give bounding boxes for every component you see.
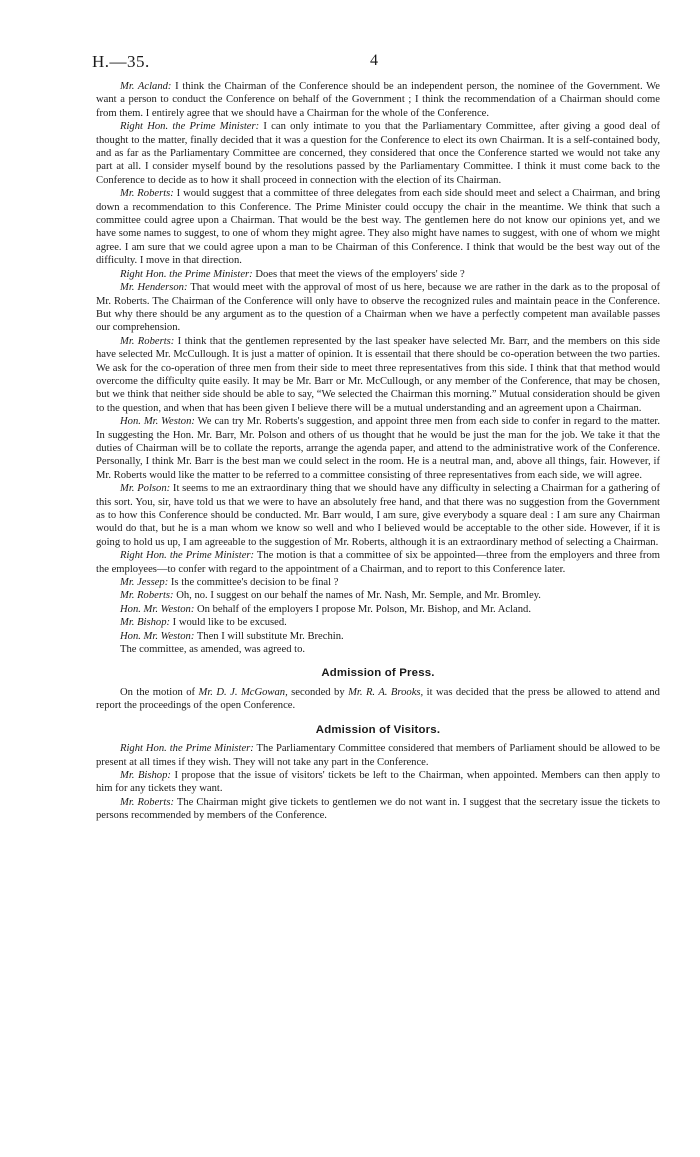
speech-text: The Parliamentary Committee considered that members of Parliament should be allowed to be present at all times if they wish. They will not take any part in the Conference. (96, 743, 660, 768)
speech-text: On behalf of the employers I propose Mr. Polson, Mr. Bishop, and Mr. Acland. (194, 603, 531, 615)
speaker-name: Mr. Roberts: (120, 590, 174, 602)
speech-text: I think the Chairman of the Conference should be an independent person, the nominee of the Government. We want a person to conduct the Conference on behalf of the Government ; I think the recommendation of a Chairman should come from them. I entirely agree that we should have a Chairman for the whole of the Conference. (96, 81, 660, 119)
speaker-name: Right Hon. the Prime Minister: (120, 550, 255, 562)
motion-text: seconded by (287, 686, 349, 698)
speaker-name: Mr. Roberts: (120, 188, 174, 200)
paragraph (96, 335, 660, 415)
speech-text: I think that the gentlemen represented by the last speaker have selected Mr. Barr, and the members on this side have selected Mr. McCullough. It is just a matter of opinion. It is essentail that there should be co-operation between the two parties. We ask for the co-operation of three men from their side to meet three representatives from this side. I think that that method would overcome the difficulty quite easily. It may be Mr. Barr or Mr. McCullough, or any member of the Conference, that may be chosen, but we think that neither side should be able to say, “We selected the Chairman this morning.” Mutual consideration should be given to the question, and when that has been given I believe there will be a mutual understanding and an agreement upon a Chairman. (96, 335, 660, 414)
speaker-name: Right Hon. the Prime Minister: (120, 268, 253, 280)
speech-text: It seems to me an extraordinary thing that we should have any difficulty in selecting a Chairman for a gathering of this sort. You, sir, have told us that we were to have an absolutely free hand, and that there was no suggestion from the Government as to how this Conference should be conducted. Mr. Barr would, I am sure, give everybody a square deal : I am sure any Chairman would do that, but he is a man whom we know so well and who I believed would be acceptable to the other side. However, if it is going to hold us up, I am agreeable to the suggestion of Mr. Roberts, although it is an extraordinary method of selecting a Chairman. (96, 483, 660, 548)
speaker-name: Hon. Mr. Weston: (120, 603, 195, 615)
speaker-name: Mr. Jessep: (120, 577, 169, 589)
paragraph (96, 281, 660, 335)
speech-text: I would like to be excused. (170, 617, 287, 629)
motion-text: it was decided that the press be allowed to attend and report the proceedings of the open Conference. (96, 686, 660, 712)
speech-text: Does that meet the views of the employers' side ? (252, 268, 465, 280)
paragraph (96, 769, 660, 796)
speech-text: I can only intimate to you that the Parliamentary Committee, after giving a good deal of thought to the matter, finally decided that it was a question for the Conference to elect its own Chairman. It is a self-contained body, and as far as the Parliamentary Committee are concerned, they considered that once the Conference started we would not take any part at all. I consider myself bound by the resolutions passed by the Parliamentary Committee. I think it must come back to the Conference to decide as to how it shall proceed in connection with the election of its Chairman. (96, 121, 660, 186)
speaker-name: Mr. Roberts: (120, 796, 174, 808)
speech-text: Then I will substitute Mr. Brechin. (194, 630, 344, 642)
speaker-name: Mr. Acland: (120, 81, 172, 92)
document-reference: H.—35. (92, 52, 150, 71)
paragraph (96, 643, 660, 656)
speech-text: The committee, as amended, was agreed to. (120, 644, 306, 656)
speaker-name: Mr. Henderson: (120, 282, 188, 294)
paragraph (96, 80, 660, 120)
paragraph (96, 187, 660, 267)
speech-text: That would meet with the approval of most of us here, because we are rather in the dark as to the proposal of Mr. Roberts. The Chairman of the Conference will only have to observe the recognized rules and maintain peace in the Conference. But why there should be any argument as to the question of a Chairman when we have a perfectly competent man available passes our comprehension. (96, 282, 660, 334)
speaker-name: Mr. Bishop: (120, 769, 171, 781)
speaker-name: Mr. Polson: (120, 483, 171, 495)
body-text (96, 80, 660, 823)
speaker-name: Right Hon. the Prime Minister: (120, 743, 254, 755)
speech-text: Is the committee's decision to be final ? (168, 577, 339, 589)
section-heading-visitors: Admission of Visitors. (315, 723, 441, 736)
paragraph (96, 742, 660, 769)
paragraph (96, 482, 660, 549)
speaker-name: Mr. Bishop: (120, 617, 171, 629)
speech-text: The Chairman might give tickets to gentlemen we do not want in. I suggest that the secretary issue the tickets to persons recommended by members of the Conference. (96, 796, 660, 822)
speech-text: I would suggest that a committee of three delegates from each side should meet and select a Chairman, and bring down a recommendation to this Conference. The Prime Minister could occupy the chair in the meantime. We think that such a committee could agree upon a Chairman. That would be the best way. The gentlemen here do not know our opinions yet, and we have some names to suggest, to one of whom they might agree. They also might have names to suggest, with one of whom we might agree. I am sure that we could agree upon a man to be Chairman of this Conference. I think that would be the best way out of the difficulty. I move in that direction. (96, 188, 660, 267)
speaker-name: Right Hon. the Prime Minister: (120, 121, 260, 133)
speech-text: I propose that the issue of visitors' tickets be left to the Chairman, when appointed. Members can then apply to him for any tickets they want. (96, 769, 661, 795)
section-heading-press: Admission of Press. (321, 667, 435, 680)
seconder-name: Mr. R. A. Brooks, (348, 686, 424, 698)
page-number: 4 (370, 52, 378, 69)
paragraph (96, 120, 660, 187)
speaker-name: Hon. Mr. Weston: (120, 630, 195, 642)
speaker-name: Hon. Mr. Weston: (120, 416, 195, 428)
paragraph (96, 686, 660, 713)
paragraph (96, 630, 660, 643)
paragraph (96, 268, 660, 281)
speech-text: The motion is that a committee of six be appointed—three from the employers and three from the employees—to confer with regard to the appointment of a Chairman, and to report to this Conference later. (96, 550, 660, 575)
paragraph (96, 415, 660, 482)
speech-text: Oh, no. I suggest on our behalf the names of Mr. Nash, Mr. Semple, and Mr. Bromley. (173, 590, 541, 602)
paragraph (96, 796, 660, 823)
mover-name: Mr. D. J. McGowan, (198, 686, 288, 698)
paragraph (96, 616, 660, 629)
paragraph (96, 576, 660, 589)
speaker-name: Mr. Roberts: (120, 335, 175, 347)
speech-text: We can try Mr. Roberts's suggestion, and appoint three men from each side to confer in regard to the matter. In suggesting the Hon. Mr. Barr, Mr. Polson and others of us thought that he would be just the man for the job. We take it that the duties of Chairman will be to collate the reports, arrange the agenda paper, and attend to the administrative work of the Conference. Personally, I think Mr. Barr is the best man we could select in the room. He is a neutral man, and, above all things, fair. However, if Mr. Roberts would like the matter to be referred to a committee consisting of three representatives from each side, we will agree. (96, 416, 661, 481)
paragraph (96, 549, 660, 576)
motion-text: On the motion of (120, 686, 199, 698)
paragraph (96, 589, 660, 602)
paragraph (96, 603, 660, 616)
